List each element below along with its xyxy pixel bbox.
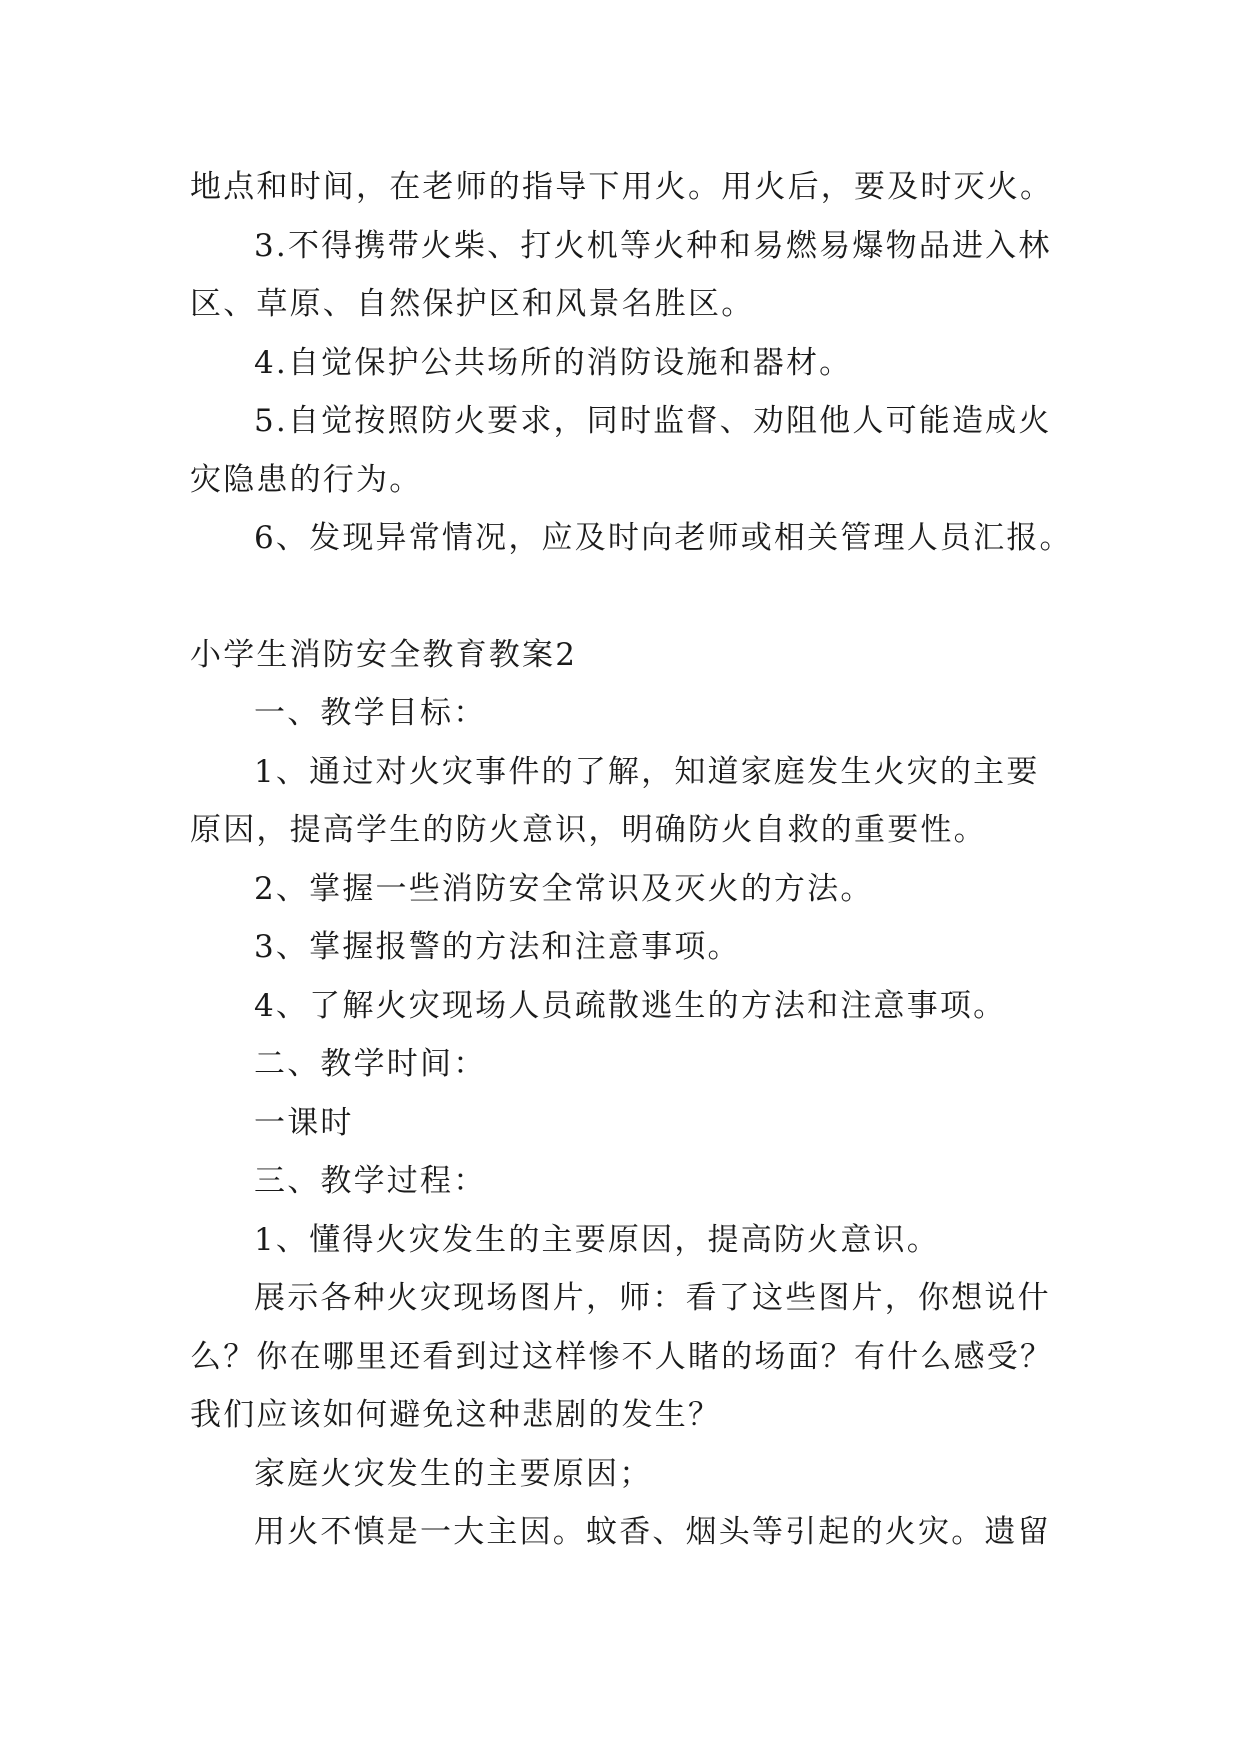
document-body bbox=[190, 158, 1073, 1562]
paragraph-line: 4.自觉保护公共场所的消防设施和器材。 bbox=[254, 344, 853, 381]
paragraph-line: 么？你在哪里还看到过这样惨不人睹的场面？有什么感受？ bbox=[190, 1338, 1054, 1375]
paragraph-line: 1、懂得火灾发生的主要原因，提高防火意识。 bbox=[254, 1221, 940, 1258]
paragraph-line: 地点和时间，在老师的指导下用火。用火后，要及时灭火。 bbox=[190, 169, 1054, 205]
paragraph-line: 6、发现异常情况，应及时向老师或相关管理人员汇报。 bbox=[254, 520, 1073, 556]
paragraph-line: 家庭火灾发生的主要原因； bbox=[254, 1455, 653, 1492]
paragraph-line: 区、草原、自然保护区和风景名胜区。 bbox=[190, 286, 755, 322]
paragraph-line: 4、了解火灾现场人员疏散逃生的方法和注意事项。 bbox=[254, 987, 1007, 1024]
paragraph-line: 一课时 bbox=[254, 1104, 354, 1141]
paragraph-line: 原因，提高学生的防火意识，明确防火自救的重要性。 bbox=[190, 812, 987, 848]
paragraph-line: 2、掌握一些消防安全常识及灭火的方法。 bbox=[254, 870, 874, 907]
section-heading: 一、教学目标： bbox=[254, 695, 487, 731]
paragraph-line: 5.自觉按照防火要求，同时监督、劝阻他人可能造成火 bbox=[254, 403, 1052, 439]
paragraph-line: 展示各种火灾现场图片，师：看了这些图片，你想说什 bbox=[254, 1280, 1051, 1316]
paragraph-line: 1、通过对火灾事件的了解，知道家庭发生火灾的主要 bbox=[254, 753, 1040, 790]
section-heading: 三、教学过程： bbox=[254, 1163, 487, 1199]
section-heading: 二、教学时间： bbox=[254, 1046, 487, 1082]
paragraph-line: 3.不得携带火柴、打火机等火种和易燃易爆物品进入林 bbox=[254, 227, 1052, 264]
section-title: 小学生消防安全教育教案2 bbox=[190, 636, 578, 673]
paragraph-line: 我们应该如何避免这种悲剧的发生？ bbox=[190, 1397, 722, 1433]
paragraph-line: 3、掌握报警的方法和注意事项。 bbox=[254, 929, 741, 965]
paragraph-line: 灾隐患的行为。 bbox=[190, 461, 423, 498]
paragraph-line: 用火不慎是一大主因。蚊香、烟头等引起的火灾。遗留 bbox=[254, 1514, 1051, 1550]
section-spacer bbox=[190, 568, 1070, 626]
